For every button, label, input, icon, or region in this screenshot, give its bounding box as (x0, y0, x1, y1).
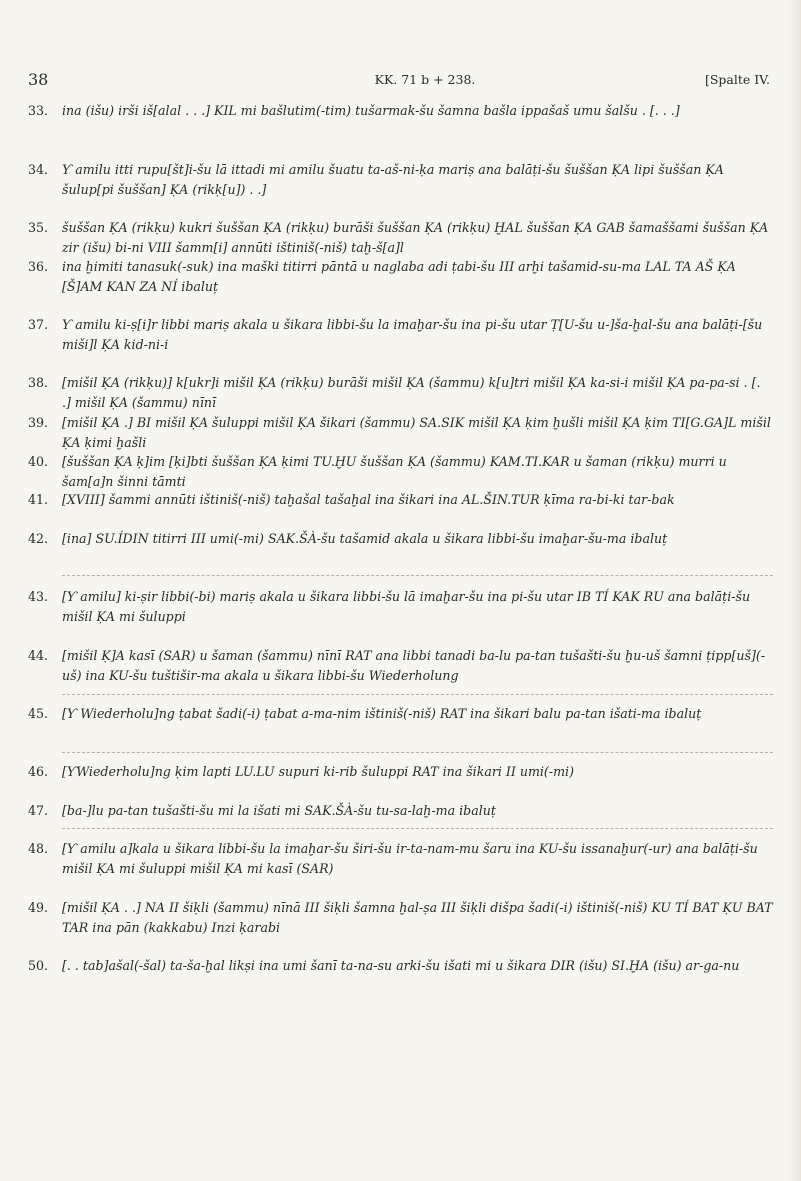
transliteration-text: ina ḫimiti tanasuk(-suk) ina maški titirri pāntā u naglaba adi ṭabi-šu III arḫi tašamid-su-ma LAL TA AŠ ḲA [Š]AM KAN ZA NÍ ibaluṭ (62, 259, 736, 294)
transliteration-text: [Ƴ amilu] ki-ṣir libbi(-bi) mariṣ akala u šikara libbi-šu lā imaḫar-šu ina pi-šu utar IB TÍ KAK RU ana balāṭi-šu mišil ḲA mi šuluppi (62, 589, 751, 624)
line-number: 47. (28, 803, 49, 818)
column-marker: [Spalte IV. (704, 72, 770, 87)
line-number: 44. (28, 648, 49, 663)
transliteration-text: [šuššan ḲA ḳ]im [ḳi]bti šuššan ḲA ḳimi TU.ḪU šuššan ḲA (šammu) KAM.TI.KAR u šaman (rikḳu) murri u šam[a]n šinni tāmti (62, 454, 727, 489)
line-entry (28, 452, 773, 491)
line-entry (28, 490, 773, 510)
transliteration-text: Ƴ amilu ki-ṣ[i]r libbi mariṣ akala u šikara libbi-šu la imaḫar-šu ina pi-šu utar Ṭ[U-šu u-]ša-ḫal-šu ana balāṭi-[šu miši]l ḲA kid-ni-i (62, 317, 763, 352)
line-entry (28, 101, 773, 121)
section-divider (62, 828, 773, 829)
line-number: 41. (28, 492, 49, 507)
line-entry (28, 529, 773, 549)
line-entry (28, 839, 773, 878)
transliteration-text: [mišil ḲA . .] NA II šiḳli (šammu) nīnā III šiḳli šamna ḫal-ṣa III šiḳli dišpa šadi(-i) ištiniš(-niš) KU TÍ BAT ḲU BAT TAR ina pān (kakkabu) Inzi ḳarabi (62, 900, 773, 935)
transliteration-text: [Ƴ amilu a]kala u šikara libbi-šu la imaḫar-šu širi-šu ir-ta-nam-mu šaru ina KU-šu issanaḫur(-ur) ana balāṭi-šu mišil ḲA mi šuluppi mišil ḲA mi kasī (SAR) (62, 841, 758, 876)
section-divider (62, 752, 773, 753)
transliteration-text: [ba-]lu pa-tan tušašti-šu mi la išati mi SAK.ŠÀ-šu tu-sa-laḫ-ma ibaluṭ (62, 803, 496, 818)
line-entry (28, 218, 773, 257)
line-number: 36. (28, 259, 49, 274)
transliteration-text: [XVIII] šammi annūti ištiniš(-niš) taḫašal tašaḫal ina šikari ina AL.ŠIN.TUR ḳīma ra-bi-ki tar-bak (62, 492, 675, 507)
line-number: 37. (28, 317, 49, 332)
line-entry (28, 413, 773, 452)
transliteration-text: šuššan ḲA (rikḳu) kukri šuššan ḲA (rikḳu) burāši šuššan ḲA (rikḳu) ḪAL šuššan ḲA GAB šamaššami šuššan ḲA zir (išu) bi-ni VIII šamm[i] annūti ištiniš(-niš) taḫ-š[a]l (62, 220, 769, 255)
transliteration-text: [ina] SU.ÍDIN titirri III umi(-mi) SAK.ŠÀ-šu tašamid akala u šikara libbi-šu imaḫar-šu-ma ibaluṭ (62, 531, 668, 546)
section-divider (62, 575, 773, 576)
line-number: 34. (28, 162, 49, 177)
line-number: 48. (28, 841, 49, 856)
line-entry (28, 315, 773, 354)
transliteration-text: [mišil ḲA (rikḳu)] k[ukr]i mišil ḲA (rikḳu) burāši mišil ḲA (šammu) k[u]tri mišil ḲA ka-si-i mišil ḲA pa-pa-si . [. .] mišil ḲA (šammu) nīnī (62, 375, 761, 410)
transliteration-text: [Ƴ Wiederholu]ng ṭabat šadi(-i) ṭabat a-ma-nim ištiniš(-niš) RAT ina šikari balu pa-tan išati-ma ibaluṭ (62, 706, 702, 721)
line-number: 46. (28, 764, 49, 779)
line-entry (28, 956, 773, 976)
line-entry (28, 587, 773, 626)
transliteration-text: Ƴ amilu itti rupu[št]i-šu lā ittadi mi amilu šuatu ta-aš-ni-ḳa mariṣ ana balāṭi-šu šuššan ḲA lipi šuššan ḲA šulup[pi šuššan] ḲA (rikḳ[u]) . .] (62, 162, 724, 197)
line-entry (28, 257, 773, 296)
transliteration-text: [. . tab]ašal(-šal) ta-ša-ḫal likṣi ina umi šanī ta-na-su arki-šu išati mi u šikara DIR (išu) SI.ḪA (išu) ar-ga-nu (62, 958, 740, 973)
line-number: 35. (28, 220, 49, 235)
line-number: 49. (28, 900, 49, 915)
line-number: 45. (28, 706, 49, 721)
transliteration-text: ina (išu) irši iš[alal . . .] KIL mi bašlutim(-tim) tušarmak-šu šamna bašla ippašaš umu šalšu . [. . .] (62, 103, 680, 118)
line-number: 42. (28, 531, 49, 546)
transliteration-text: [ƳWiederholu]ng ḳim lapti LU.LU supuri ki-rib šuluppi RAT ina šikari II umi(-mi) (62, 764, 574, 779)
line-number: 50. (28, 958, 49, 973)
line-entry (28, 898, 773, 937)
line-number: 33. (28, 103, 49, 118)
running-header (28, 64, 772, 88)
line-number: 40. (28, 454, 49, 469)
page-number: 38 (28, 70, 49, 89)
line-number: 43. (28, 589, 49, 604)
line-number: 38. (28, 375, 49, 390)
line-number: 39. (28, 415, 49, 430)
section-divider (62, 694, 773, 695)
transliteration-text: [mišil ḲA .] BI mišil ḲA šuluppi mišil ḲA šikari (šammu) SA.SIK mišil ḲA ḳim ḫušli mišil ḲA ḳim TI[G.GA]L mišil ḲA ḳimi ḫašli (62, 415, 771, 450)
transliteration-text: [mišil Ḳ]A kasī (SAR) u šaman (šammu) nīnī RAT ana libbi tanadi ba-lu pa-tan tušašti-šu ḫu-uš šamni ṭipp[uš](-uš) ina KU-šu tuštišir-ma akala u šikara libbi-šu Wiederholung (62, 648, 766, 683)
line-entry (28, 160, 773, 199)
tablet-reference: KK. 71 b + 238. (374, 72, 476, 87)
page-edge-shadow (787, 0, 801, 1181)
line-entry (28, 646, 773, 685)
line-entry (28, 704, 773, 724)
line-entry (28, 801, 773, 821)
line-entry (28, 762, 773, 782)
line-entry (28, 373, 773, 412)
